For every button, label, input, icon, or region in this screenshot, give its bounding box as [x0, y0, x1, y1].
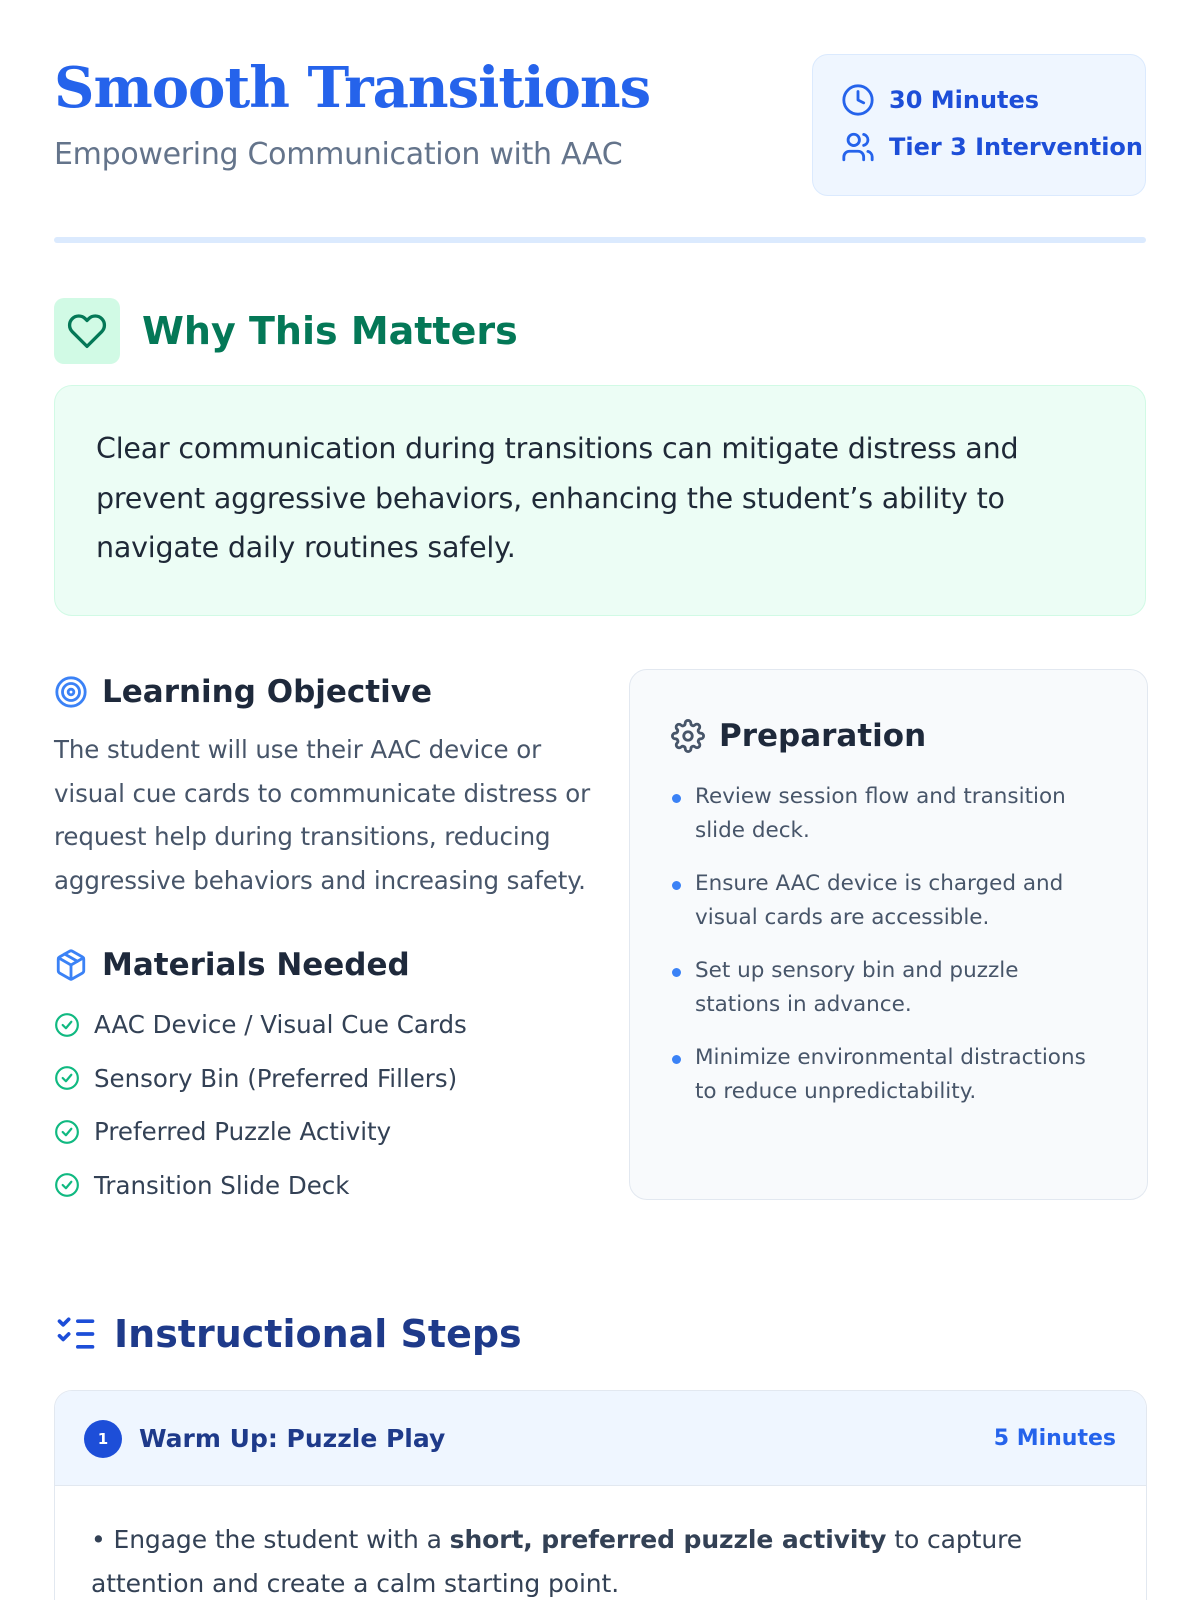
preparation-item: Review session flow and transition slide deck. [671, 780, 1107, 847]
tier-row [841, 130, 1143, 164]
materials-item [54, 1159, 467, 1213]
materials-item-label: Preferred Puzzle Activity [94, 1117, 392, 1147]
materials-item [54, 1105, 467, 1159]
preparation-heading [671, 714, 1107, 758]
check-circle-icon [54, 1172, 80, 1198]
why-icon-badge [54, 298, 120, 364]
step-header [55, 1391, 1146, 1486]
why-title: Why This Matters [142, 309, 518, 353]
objective-text: The student will use their AAC device or visual cue cards to communicate distress or request help during transitions, reducing aggressive behaviors and increasing safety. [54, 735, 591, 895]
objective-heading [54, 670, 432, 714]
objective-title: Learning Objective [102, 674, 432, 710]
check-circle-icon [54, 1012, 80, 1038]
why-card [54, 385, 1146, 616]
preparation-title: Preparation [719, 718, 927, 754]
list-checks-icon [54, 1312, 98, 1356]
step-card [54, 1390, 1147, 1600]
materials-item [54, 1052, 467, 1106]
target-icon [54, 675, 88, 709]
step-body-text: • Engage the student with a [91, 1525, 450, 1554]
materials-title: Materials Needed [102, 947, 410, 983]
steps-heading [54, 1308, 522, 1360]
tier-text: Tier 3 Intervention [889, 133, 1144, 161]
page-subtitle: Empowering Communication with AAC [54, 137, 623, 172]
clock-icon [841, 83, 875, 117]
users-icon [841, 130, 875, 164]
gear-icon [671, 719, 705, 753]
steps-title: Instructional Steps [114, 1312, 522, 1356]
materials-list [54, 998, 467, 1212]
preparation-item: Set up sensory bin and puzzle stations in advance. [671, 954, 1107, 1021]
lesson-header [54, 52, 1146, 242]
duration-row [841, 83, 1039, 117]
duration-text: 30 Minutes [889, 86, 1040, 114]
step-title: Warm Up: Puzzle Play [139, 1424, 446, 1453]
materials-item [54, 998, 467, 1052]
materials-item-label: AAC Device / Visual Cue Cards [94, 1010, 467, 1040]
lesson-meta-card [812, 54, 1146, 196]
step-number-badge: 1 [84, 1420, 122, 1458]
check-circle-icon [54, 1065, 80, 1091]
step-body-text: to capture attention and create a calm starting point. [91, 1525, 1022, 1598]
preparation-card [629, 669, 1148, 1200]
preparation-item: Minimize environmental distractions to reduce unpredictability. [671, 1041, 1107, 1108]
materials-item-label: Transition Slide Deck [94, 1170, 350, 1200]
materials-heading [54, 943, 410, 987]
package-icon [54, 948, 88, 982]
check-circle-icon [54, 1119, 80, 1145]
heart-icon [67, 311, 107, 351]
step-duration: 5 Minutes [993, 1426, 1116, 1451]
why-text: Clear communication during transitions can mitigate distress and prevent aggressive behaviors, enhancing the student’s ability to navigate daily routines safely. [96, 432, 1019, 564]
preparation-list [671, 780, 1107, 1108]
preparation-item: Ensure AAC device is charged and visual cards are accessible. [671, 867, 1107, 934]
step-body [55, 1486, 1146, 1600]
page-title: Smooth Transitions [54, 55, 651, 121]
header-divider [54, 237, 1146, 243]
step-body-emphasis: short, preferred puzzle activity [449, 1525, 887, 1554]
materials-item-label: Sensory Bin (Preferred Fillers) [94, 1063, 458, 1093]
